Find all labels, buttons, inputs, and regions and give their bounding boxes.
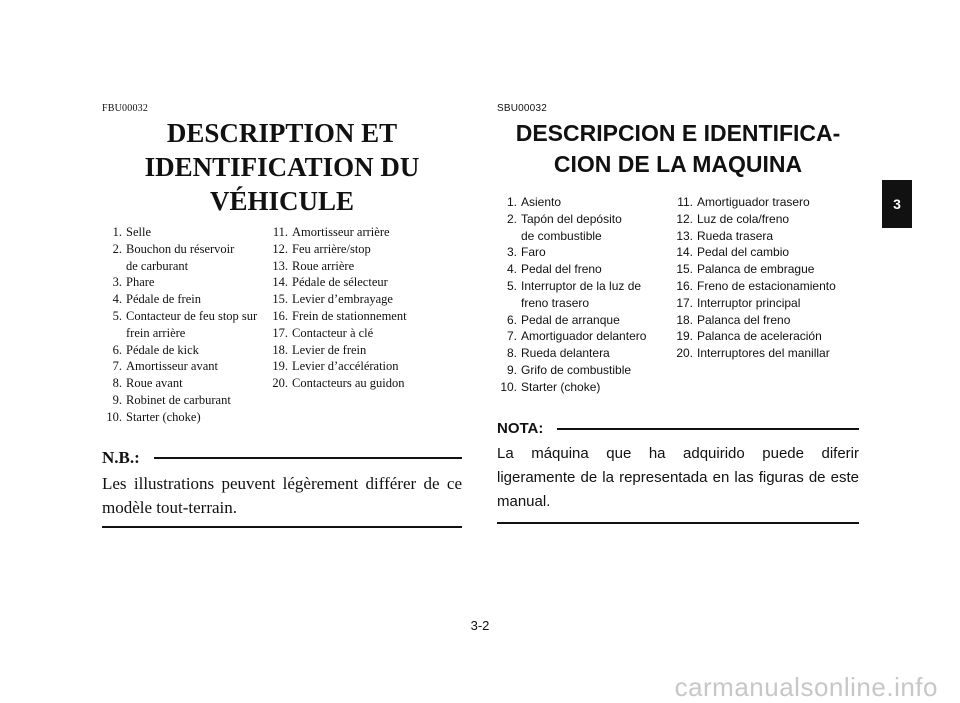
title-line: VÉHICULE [209,186,355,216]
note-text: La máquina que ha adquirido puede diferir ligeramente de la representada en las figuras de este manual. [497,437,859,524]
item-label: Amortiguador trasero [697,195,810,209]
item-label: Palanca de aceleración [697,329,822,344]
list-item [497,211,646,228]
item-number: 12. [676,211,693,226]
item-number: 13. [676,228,693,243]
item-label: Robinet de carburant [126,392,231,407]
parts-list-left [497,194,646,396]
item-number: 19. [272,359,288,374]
section-title [102,116,462,218]
list-item [268,308,407,325]
item-number: 9. [112,392,122,407]
parts-list-right [268,224,407,392]
list-item [102,375,257,392]
item-number: 19. [676,329,693,344]
item-label: Amortiguador delantero [521,329,647,344]
item-number: 18. [272,342,288,357]
item-number: 4. [112,292,122,307]
list-item [102,392,257,409]
item-label: Roue arrière [292,258,355,273]
item-label: Levier d’embrayage [292,292,393,307]
list-item [268,325,407,342]
item-label: Frein de stationnement [292,308,407,323]
item-label: Bouchon du réservoir [126,241,235,256]
item-label: Rueda trasera [697,228,774,243]
item-label: Pedal del cambio [697,245,790,260]
item-number: 16. [272,308,288,323]
item-label: Pedal del freno [521,262,602,277]
item-label: Asiento [521,195,562,209]
item-number: 4. [506,262,517,277]
title-line: CION DE LA MAQUINA [553,151,803,177]
list-item [102,274,257,291]
item-label: Contacteurs au guidon [292,376,405,391]
title-line: DESCRIPCION E IDENTIFICA- [515,120,841,146]
item-number: 14. [272,275,288,290]
item-number: 11. [677,195,693,209]
list-item [497,244,646,261]
item-label: Feu arrière/stop [292,241,371,256]
item-number: 3. [506,245,517,260]
list-item [673,345,836,362]
list-item [102,358,257,375]
list-item [268,224,407,241]
item-number: 13. [272,258,288,273]
list-item [673,295,836,312]
item-label: Levier de frein [292,342,367,357]
note-block [102,448,462,528]
note-label: N.B.: [102,448,140,467]
item-number: 12. [272,241,288,256]
item-label: Grifo de combustible [521,362,632,377]
list-item [497,345,646,362]
item-number: 15. [676,262,693,277]
list-item [102,291,257,308]
item-label: Rueda delantera [521,346,610,361]
item-label: de carburant [126,258,189,273]
item-number: 7. [112,359,122,374]
list-item [268,241,407,258]
note-text: Les illustrations peuvent légèrement différer de ce modèle tout-terrain. [102,468,462,528]
item-number: 17. [272,325,288,340]
item-label: Pedal de arranque [521,312,620,327]
item-label: Pédale de frein [126,292,201,307]
item-label: Selle [126,225,151,239]
list-item [673,312,836,329]
parts-list-left [102,224,257,426]
item-number: 5. [506,278,517,293]
list-item [102,342,257,359]
item-number: 5. [112,308,122,323]
list-item [673,211,836,228]
list-item [102,258,257,275]
list-item [268,358,407,375]
item-number: 20. [676,346,693,361]
item-label: Contacteur à clé [292,325,374,340]
title-line: IDENTIFICATION DU [144,152,420,182]
item-number: 1. [112,225,122,239]
item-label: Pédale de sélecteur [292,275,388,290]
item-label: Amortisseur arrière [292,225,390,239]
item-label: Roue avant [126,376,183,391]
item-label: Tapón del depósito [521,211,622,226]
item-number: 8. [506,346,517,361]
page-number: 3-2 [470,618,490,633]
list-item [102,409,257,426]
item-number: 14. [676,245,693,260]
list-item [497,362,646,379]
section-code: SBU00032 [497,103,547,114]
list-item [497,228,646,245]
item-label: Freno de estacionamiento [697,278,836,293]
item-number: 2. [506,211,517,226]
list-item [268,291,407,308]
item-label: Pédale de kick [126,342,199,357]
item-label: Interruptores del manillar [697,346,830,361]
item-number: 2. [112,241,122,256]
item-label: Luz de cola/freno [697,211,790,226]
watermark: carmanualsonline.info [674,672,938,702]
item-number: 18. [676,312,693,327]
item-number: 10. [500,379,517,394]
list-item [497,261,646,278]
item-label: frein arrière [126,325,186,340]
item-number: 3. [112,275,122,290]
list-item [497,328,646,345]
item-number: 6. [506,312,517,327]
item-label: freno trasero [521,295,590,310]
list-item [268,258,407,275]
title-line: DESCRIPTION ET [166,118,398,148]
list-item [102,241,257,258]
item-number: 15. [272,292,288,307]
list-item [673,278,836,295]
list-item [497,312,646,329]
item-label: Palanca de embrague [697,262,815,277]
note-rule [557,428,859,430]
list-item [673,228,836,245]
list-item [102,325,257,342]
list-item [102,224,257,241]
item-number: 20. [272,376,288,391]
list-item [673,194,836,211]
item-label: Palanca del freno [697,312,791,327]
list-item [673,261,836,278]
item-label: Amortisseur avant [126,359,218,374]
item-label: Faro [521,245,546,260]
item-label: Contacteur de feu stop sur [126,308,258,323]
item-number: 17. [676,295,693,310]
note-rule [154,457,462,459]
item-number: 10. [106,409,122,424]
item-number: 8. [112,376,122,391]
list-item [268,274,407,291]
list-item [102,308,257,325]
list-item [268,342,407,359]
item-label: de combustible [521,228,602,243]
list-item [673,244,836,261]
section-title [497,118,859,180]
list-item [497,295,646,312]
item-number: 9. [506,362,517,377]
section-code: FBU00032 [102,103,149,114]
list-item [497,379,646,396]
item-label: Phare [126,275,155,290]
note-block [497,420,859,524]
item-number: 16. [676,278,693,293]
item-number: 11. [272,225,288,239]
note-label: NOTA: [497,420,544,437]
item-label: Starter (choke) [521,379,601,394]
item-label: Interruptor principal [697,295,801,310]
item-number: 1. [506,195,517,209]
item-label: Levier d’accélération [292,359,399,374]
item-label: Interruptor de la luz de [521,278,642,293]
chapter-tab: 3 [882,180,912,228]
list-item [673,328,836,345]
list-item [497,278,646,295]
list-item [497,194,646,211]
list-item [268,375,407,392]
item-label: Starter (choke) [126,409,201,424]
parts-list-right [673,194,836,362]
item-number: 7. [506,329,517,344]
item-number: 6. [112,342,122,357]
